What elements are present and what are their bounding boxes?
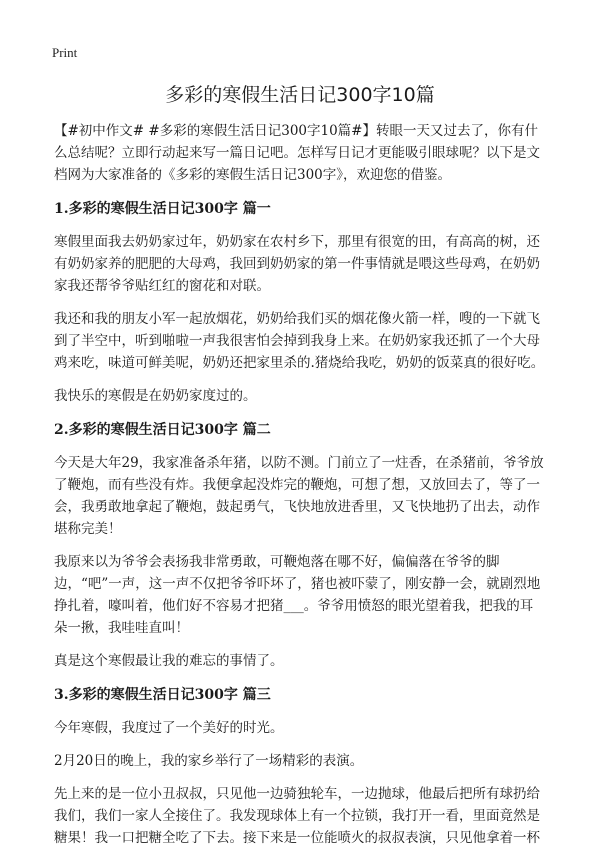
- paragraph: 寒假里面我去奶奶家过年，奶奶家在农村乡下，那里有很宽的田，有高高的树，还有奶奶家养的肥肥的大母鸡，我回到奶奶家的第一件事情就是喂这些母鸡，在奶奶家我还帮爷爷贴红红的窗花和对联。: [54, 234, 540, 294]
- paragraph: 先上来的是一位小丑叔叔，只见他一边骑独轮车，一边抛球，他最后把所有球扔给我们，我们一家人全接住了。我发现球体上有一个拉锁，我打开一看，里面竟然是糖果！我一口把糖全吃了下去。接下来是一位能喷火的叔叔表演，只见他拿着一杯: [54, 786, 540, 846]
- section-heading-1: 1.多彩的寒假生活日记300字 篇一: [54, 201, 271, 217]
- print-link[interactable]: Print: [52, 45, 78, 60]
- paragraph: 真是这个寒假最让我的难忘的事情了。: [54, 653, 284, 669]
- paragraph: 我还和我的朋友小军一起放烟花，奶奶给我们买的烟花像火箭一样，嗖的一下就飞到了半空中，听到啪啦一声我很害怕会掉到我身上来。在奶奶家我还抓了一个大母鸡来吃，味道可鲜美呢，奶奶还把家里杀的.猪烧给我吃，奶奶的饭菜真的很好吃。: [54, 311, 545, 371]
- paragraph: 我快乐的寒假是在奶奶家度过的。: [54, 388, 257, 404]
- section-heading-3: 3.多彩的寒假生活日记300字 篇三: [54, 687, 271, 703]
- paragraph: 我原来以为爷爷会表扬我非常勇敢，可鞭炮落在哪不好，偏偏落在爷爷的脚边，“吧”一声，这一声不仅把爷爷吓坏了，猪也被吓蒙了，刚安静一会，就剧烈地挣扎着，嚎叫着，他们好不容易才把猪___。爷爷用愤怒的眼光望着我，把我的耳朵一揪，我哇哇直叫！: [54, 554, 541, 636]
- intro-paragraph: 【#初中作文# #多彩的寒假生活日记300字10篇#】转眼一天又过去了，你有什么总结呢？立即行动起来写一篇日记吧。怎样写日记才更能吸引眼球呢？以下是文档网为大家准备的《多彩的寒假生活日记300字》，欢迎您的借鉴。: [54, 123, 540, 183]
- page-title: 多彩的寒假生活日记300字10篇: [165, 84, 435, 106]
- paragraph: 今年寒假，我度过了一个美好的时光。: [54, 720, 284, 736]
- paragraph: 今天是大年29，我家准备杀年猪，以防不测。门前立了一炷香，在杀猪前，爷爷放了鞭炮，而有些没有炸。我便拿起没炸完的鞭炮，可想了想，又放回去了，等了一会，我勇敢地拿起了鞭炮，鼓起勇气，飞快地放进香里，又飞快地扔了出去，动作堪称完美！: [54, 455, 544, 537]
- section-heading-2: 2.多彩的寒假生活日记300字 篇二: [54, 422, 271, 438]
- paragraph: 2月20日的晚上，我的家乡举行了一场精彩的表演。: [54, 753, 364, 769]
- article-body: [54, 120, 546, 860]
